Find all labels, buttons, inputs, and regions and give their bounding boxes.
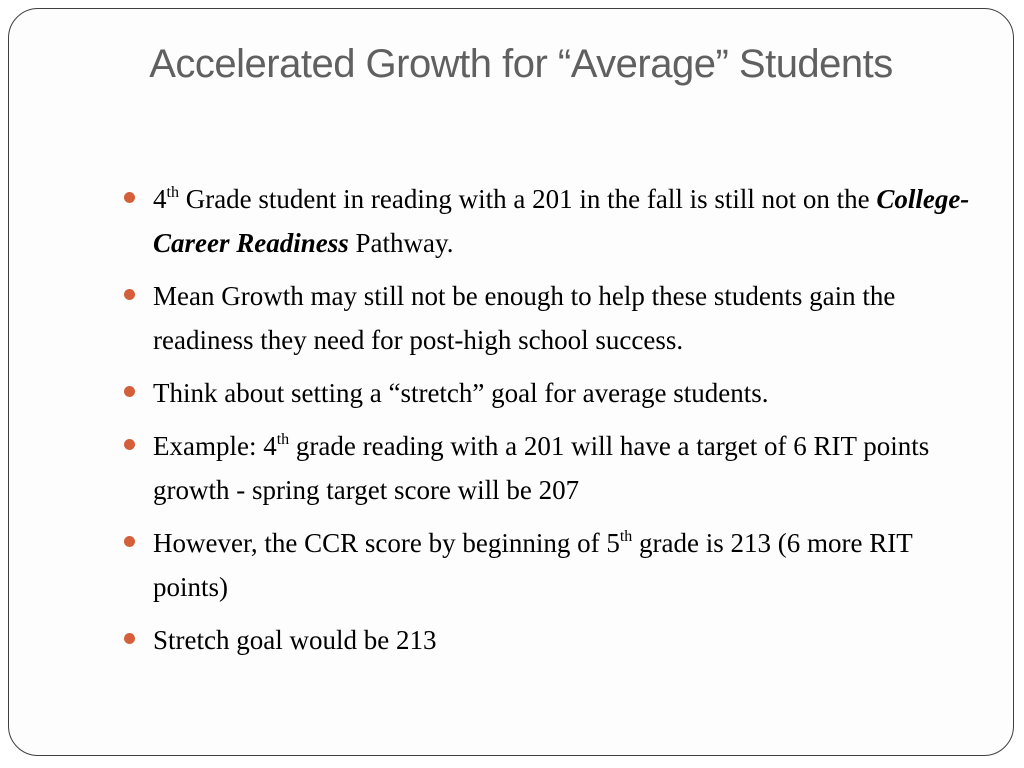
bullet-text-pre: 4	[153, 184, 167, 214]
bullet-text: Stretch goal would be 213	[153, 625, 437, 655]
bullet-dot-icon	[124, 192, 135, 203]
ordinal-suffix: th	[166, 184, 179, 201]
ordinal-suffix: th	[619, 528, 633, 545]
bullet-item-stretch-goal-idea	[124, 371, 984, 415]
bullet-item-ccr-score	[124, 521, 984, 609]
bullet-item-stretch-goal-value	[124, 618, 984, 662]
bullet-text: Mean Growth may still not be enough to help these students gain the readiness they need for post-high school success.	[153, 281, 896, 355]
bullet-dot-icon	[124, 386, 135, 397]
bullet-dot-icon	[124, 439, 135, 450]
bullet-text-post: grade is 213 (6 more RIT points)	[153, 528, 913, 602]
bullet-text-mid: Grade student in reading with a 201 in the fall is still not on the	[178, 184, 877, 214]
bullet-text-post: grade reading with a 201 will have a target of 6 RIT points growth - spring target score will be 207	[153, 431, 930, 505]
bullet-text-pre: Example: 4	[153, 431, 277, 461]
bullet-dot-icon	[124, 536, 135, 547]
emphasized-phrase: College-Career Readiness	[153, 184, 970, 258]
bullet-list	[124, 177, 984, 671]
bullet-text: Think about setting a “stretch” goal for average students.	[153, 378, 769, 408]
bullet-dot-icon	[124, 633, 135, 644]
bullet-text-post: Pathway.	[348, 228, 454, 258]
bullet-item-example	[124, 424, 984, 512]
bullet-item-mean-growth	[124, 274, 984, 362]
bullet-dot-icon	[124, 289, 135, 300]
slide-title: Accelerated Growth for “Average” Students	[149, 42, 893, 86]
slide-frame	[8, 8, 1014, 756]
bullet-item-grade-4-pathway	[124, 177, 984, 265]
ordinal-suffix: th	[276, 431, 290, 448]
bullet-text-pre: However, the CCR score by beginning of 5	[153, 528, 620, 558]
